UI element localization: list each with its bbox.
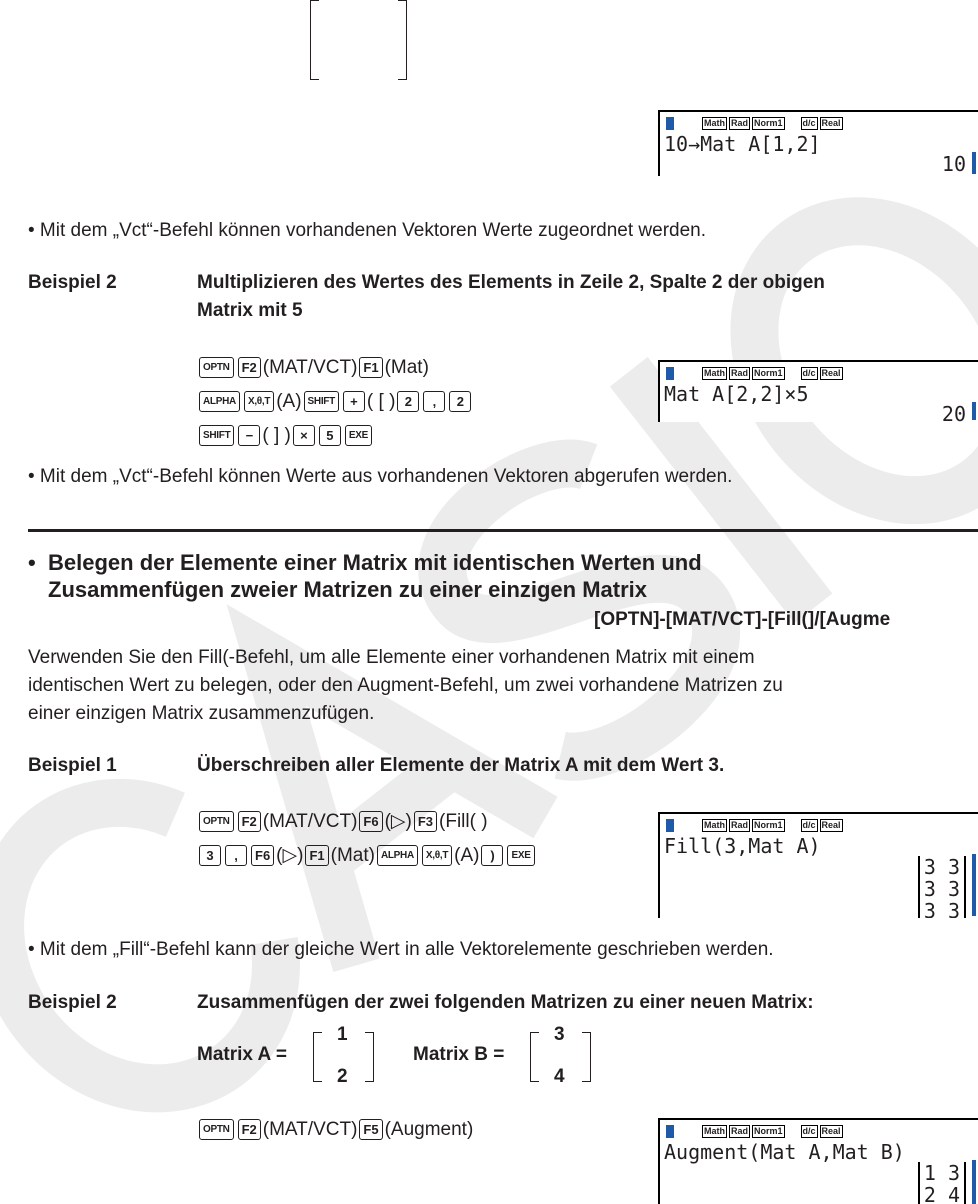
calculator-key-icon: 3 bbox=[199, 845, 221, 866]
matrix-b-value: 3 bbox=[554, 1024, 565, 1045]
calculator-key-icon: × bbox=[293, 425, 315, 446]
key-line bbox=[197, 419, 473, 453]
key-sequence bbox=[197, 1113, 473, 1147]
key-annotation: (MAT/VCT) bbox=[262, 357, 358, 378]
screen-input: 10→Mat A[1,2] bbox=[664, 132, 821, 156]
calculator-key-icon: F6 bbox=[251, 845, 274, 866]
status-bar bbox=[660, 1118, 978, 1142]
example-title: Zusammenfügen der zwei folgenden Matrizen zu einer neuen Matrix: bbox=[197, 992, 814, 1013]
note-fill: • Mit dem „Fill“-Befehl kann der gleiche Wert in alle Vektorelemente geschrieben werden. bbox=[28, 939, 774, 960]
scroll-indicator bbox=[972, 402, 976, 420]
calculator-screen-2 bbox=[658, 360, 978, 422]
status-indicator: Real bbox=[821, 1125, 841, 1136]
status-bar bbox=[660, 360, 978, 384]
result-matrix bbox=[918, 856, 966, 918]
battery-icon bbox=[666, 117, 674, 130]
paragraph-line: Verwenden Sie den Fill(-Befehl, um alle Elemente einer vorhandenen Matrix mit einem bbox=[28, 647, 755, 668]
calculator-key-icon: X,θ,T bbox=[422, 845, 452, 866]
screen-result: 10 bbox=[941, 152, 966, 176]
calculator-key-icon: OPTN bbox=[199, 811, 234, 832]
calculator-key-icon: SHIFT bbox=[304, 391, 339, 412]
key-line bbox=[197, 385, 473, 419]
scroll-indicator bbox=[972, 152, 976, 174]
key-annotation: (Mat) bbox=[384, 357, 429, 378]
calculator-key-icon: − bbox=[238, 425, 260, 446]
calculator-key-icon: ALPHA bbox=[377, 845, 418, 866]
key-annotation: (A) bbox=[276, 391, 302, 412]
calculator-key-icon: 2 bbox=[397, 391, 419, 412]
status-indicator: Real bbox=[821, 819, 841, 830]
calculator-key-icon: OPTN bbox=[199, 1119, 234, 1140]
section-bullet: • bbox=[28, 550, 36, 575]
key-annotation: (MAT/VCT) bbox=[262, 811, 358, 832]
matrix-row: 3 3 bbox=[923, 899, 960, 918]
calculator-key-icon: 2 bbox=[449, 391, 471, 412]
example-title-cont: Matrix mit 5 bbox=[197, 300, 303, 321]
calculator-key-icon: X,θ,T bbox=[244, 391, 274, 412]
calculator-key-icon: ALPHA bbox=[199, 391, 240, 412]
matrix-a-value: 1 bbox=[337, 1024, 348, 1045]
matrix-row: 3 3 bbox=[923, 877, 960, 901]
calculator-key-icon: F3 bbox=[414, 811, 437, 832]
matrix-b-label: Matrix B = bbox=[413, 1044, 505, 1065]
status-indicator: Rad bbox=[731, 819, 749, 830]
calculator-key-icon: 5 bbox=[319, 425, 341, 446]
key-annotation: (▷) bbox=[384, 811, 412, 832]
key-line bbox=[197, 1113, 473, 1147]
status-indicator: d/c bbox=[802, 367, 816, 378]
status-indicator: Rad bbox=[731, 367, 749, 378]
key-annotation: (▷) bbox=[276, 845, 304, 866]
screen-input: Augment(Mat A,Mat B) bbox=[664, 1140, 905, 1164]
calculator-key-icon: F5 bbox=[359, 1119, 382, 1140]
key-annotation: (A) bbox=[454, 845, 480, 866]
calculator-key-icon: F2 bbox=[238, 1119, 261, 1140]
example-label: Beispiel 1 bbox=[28, 755, 117, 776]
calculator-key-icon: F1 bbox=[305, 845, 328, 866]
example-title: Multiplizieren des Wertes des Elements in Zeile 2, Spalte 2 der obigen bbox=[197, 272, 825, 293]
menu-path: [OPTN]-[MAT/VCT]-[Fill(]/[Augme bbox=[594, 609, 891, 630]
status-indicator: Math bbox=[704, 1125, 725, 1136]
status-indicator: Real bbox=[821, 117, 841, 128]
key-line bbox=[197, 351, 473, 385]
bracket bbox=[313, 1032, 322, 1082]
screen-input: Mat A[2,2]×5 bbox=[664, 382, 809, 406]
calculator-screen-1 bbox=[658, 110, 978, 176]
status-indicator: Math bbox=[704, 367, 725, 378]
example-label: Beispiel 2 bbox=[28, 992, 117, 1013]
example-label: Beispiel 2 bbox=[28, 272, 117, 293]
battery-icon bbox=[666, 819, 674, 832]
calculator-key-icon: OPTN bbox=[199, 357, 234, 378]
calculator-screen-3 bbox=[658, 812, 978, 918]
status-indicator: d/c bbox=[802, 117, 816, 128]
status-bar bbox=[660, 812, 978, 836]
note-vct-assign: • Mit dem „Vct“-Befehl können vorhandenen Vektoren Werte zugeordnet werden. bbox=[28, 220, 707, 241]
battery-icon bbox=[666, 367, 674, 380]
status-indicator: d/c bbox=[802, 819, 816, 830]
status-bar bbox=[660, 110, 978, 134]
section-divider bbox=[28, 529, 978, 532]
key-sequence bbox=[197, 805, 537, 873]
status-indicator: Real bbox=[821, 367, 841, 378]
screen-input: Fill(3,Mat A) bbox=[664, 834, 821, 858]
status-indicator: Norm1 bbox=[754, 819, 783, 830]
key-annotation: (Fill( ) bbox=[439, 811, 488, 832]
matrix-row: 2 4 bbox=[923, 1183, 960, 1204]
key-annotation: ( ] ) bbox=[262, 425, 291, 446]
key-annotation: (Augment) bbox=[384, 1119, 474, 1140]
calculator-key-icon: , bbox=[225, 845, 247, 866]
scroll-indicator bbox=[972, 854, 976, 916]
status-indicator: Rad bbox=[731, 1125, 749, 1136]
note-vct-recall: • Mit dem „Vct“-Befehl können Werte aus vorhandenen Vektoren abgerufen werden. bbox=[28, 466, 733, 487]
screen-result: 20 bbox=[941, 402, 966, 422]
key-line bbox=[197, 805, 537, 839]
status-indicator: Rad bbox=[731, 117, 749, 128]
battery-icon bbox=[666, 1125, 674, 1138]
status-indicator: Norm1 bbox=[754, 367, 783, 378]
matrix-row: 1 3 bbox=[923, 1161, 960, 1185]
section-title: Belegen der Elemente einer Matrix mit identischen Werten und bbox=[48, 550, 702, 575]
status-indicator: d/c bbox=[802, 1125, 816, 1136]
calculator-key-icon: F2 bbox=[238, 811, 261, 832]
calculator-key-icon: EXE bbox=[345, 425, 372, 446]
calculator-screen-4 bbox=[658, 1118, 978, 1204]
matrix-a-label: Matrix A = bbox=[197, 1044, 287, 1065]
result-matrix bbox=[918, 1162, 966, 1204]
status-indicator: Math bbox=[704, 819, 725, 830]
calculator-key-icon: F2 bbox=[238, 357, 261, 378]
matrix-bracket-left bbox=[310, 0, 319, 80]
bracket bbox=[530, 1032, 539, 1082]
matrix-bracket-right bbox=[398, 0, 407, 80]
scroll-indicator bbox=[972, 1160, 976, 1204]
section-title-cont: Zusammenfügen zweier Matrizen zu einer einzigen Matrix bbox=[48, 577, 648, 602]
calculator-key-icon: EXE bbox=[507, 845, 534, 866]
paragraph-line: identischen Wert zu belegen, oder den Augment-Befehl, um zwei vorhandene Matrizen zu bbox=[28, 675, 783, 696]
status-indicator: Norm1 bbox=[754, 1125, 783, 1136]
calculator-key-icon: F6 bbox=[359, 811, 382, 832]
calculator-key-icon: F1 bbox=[359, 357, 382, 378]
calculator-key-icon: ) bbox=[481, 845, 503, 866]
screen-result-matrix bbox=[660, 1162, 978, 1204]
key-annotation: (Mat) bbox=[330, 845, 375, 866]
bracket bbox=[582, 1032, 591, 1082]
calculator-key-icon: + bbox=[343, 391, 365, 412]
matrix-b-value: 4 bbox=[554, 1066, 565, 1087]
screen-result-matrix bbox=[660, 856, 978, 918]
key-annotation: ( [ ) bbox=[366, 391, 396, 412]
bracket bbox=[365, 1032, 374, 1082]
key-sequence bbox=[197, 351, 473, 453]
key-annotation: (MAT/VCT) bbox=[262, 1119, 358, 1140]
paragraph-line: einer einzigen Matrix zusammenzufügen. bbox=[28, 703, 375, 724]
status-indicator: Norm1 bbox=[754, 117, 783, 128]
matrix-row: 3 3 bbox=[923, 855, 960, 879]
example-title: Überschreiben aller Elemente der Matrix A mit dem Wert 3. bbox=[197, 755, 725, 776]
calculator-key-icon: SHIFT bbox=[199, 425, 234, 446]
matrix-a-value: 2 bbox=[337, 1066, 348, 1087]
key-line bbox=[197, 839, 537, 873]
status-indicator: Math bbox=[704, 117, 725, 128]
calculator-key-icon: , bbox=[423, 391, 445, 412]
